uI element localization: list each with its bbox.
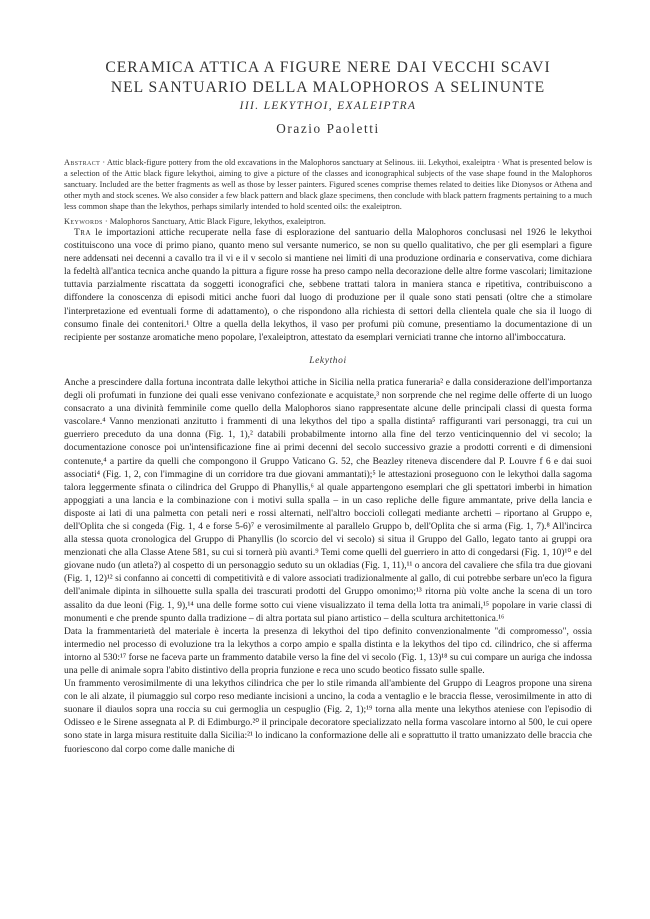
intro-lead: Tra [74, 228, 92, 238]
abstract-label: Abstract [64, 158, 101, 167]
section-heading: Lekythoi [309, 355, 347, 366]
article-page [64, 0, 592, 757]
article-subtitle: III. LEKYTHOI, EXALEIPTRA [239, 100, 417, 112]
title-line-1: CERAMICA ATTICA A FIGURE NERE DAI VECCHI SCAVI [105, 59, 551, 76]
keywords-text: · Malophoros Sanctuary, Attic Black Figure, lekythos, exaleiptron. [102, 217, 326, 226]
intro-paragraph [64, 227, 592, 345]
intro-text: le importazioni attiche recuperate nella fase di esplorazione del santuario della Malophoros conclusasi nel 1926 le lekythoi costituiscono una voce di primo piano, quanto meno sul versante numerico, se non su quello qualitativo, che per gli esemplari a figure nere addensati nei decenni a cavallo tra il vi e il v secolo si mantiene nei limiti di una produzione ordinaria e conservativa, come dichiara la fedeltà all'antica tecnica anche quando la pittura a figure rosse ha preso campo nella decorazione delle altre forme vascolari; limitazione tuttavia parzialmente riscattata da soggetti iconografici che, sebbene trattati talora in maniera stanca e ripetitiva, contribuiscono a diffondere la conoscenza di episodi mitici anche fuori dal luogo di produzione per il quale sono stati pensati (oltre che a stimolare l'interpretazione ed eventuali forme di adattamento), o che rispondono alla richiesta di settori della clientela quale che sia il luogo di consumo finale dei contenitori.¹ Oltre a quella della lekythos, il vaso per profumi più comune, presentiamo la documentazione di un recipiente per sostanze aromatiche meno popolare, l'exaleiptron, attestato da esemplari verniciati tranne che intorno all'imboccatura. [64, 228, 592, 343]
abstract [64, 157, 592, 212]
body-paragraph-2: Data la frammentarietà del materiale è incerta la presenza di lekythoi del tipo definito convenzionalmente "di compromesso", ossia intermedio nel processo di evoluzione tra la lekythos a corpo ampio e spalla distinta e la lekythos del tipo cd. cilindrico, che si afferma intorno al 530:¹⁷ forse ne faceva parte un frammento databile verso la fine del vi secolo (Fig. 1, 13)¹⁸ su cui compare un auriga che indossa una pelle di animale sopra l'abito distintivo della propria funzione e reca uno scudo beotico fissato sulle spalle. [64, 626, 592, 676]
body-paragraph-3: Un frammento verosimilmente di una lekythos cilindrica che per lo stile rimanda all'ambiente del Gruppo di Leagros propone una sirena con le ali alzate, il piumaggio sul corpo reso mediante incisioni a uncino, la coda a ventaglio e le braccia flesse, verosimilmente in atto di suonare il diaulos sopra una roccia su cui germoglia un cespuglio (Fig. 2, 1);¹⁹ torna alla mente una lekythos ateniese con l'episodio di Odisseo e le Sirene assegnata al P. di Edimburgo.²⁰ il principale decoratore specializzato nella forma vascolare intorno al 500, le cui opere sono state in larga misura restituite dalla Sicilia:²¹ lo indicano la conformazione delle ali e soprattutto il tratto umanizzato delle braccia che fuoriescono dal corpo come dalle maniche di [64, 679, 592, 755]
keywords [64, 216, 592, 227]
article-title [64, 58, 592, 98]
title-line-2: NEL SANTUARIO DELLA MALOPHOROS A SELINUNTE [110, 79, 546, 96]
keywords-label: Keywords [64, 217, 103, 226]
body-paragraph-1: Anche a prescindere dalla fortuna incontrata dalle lekythoi attiche in Sicilia nella pratica funeraria² e dalla considerazione dell'importanza degli oli profumati in funzione dei quali esse venivano confezionate e acquistate,³ non sorprende che nel regime delle offerte di un luogo consacrato a una divinità femminile come quello della Malophoros siano rappresentate alcune delle principali classi di questa forma vascolare.⁴ Vanno menzionati anzitutto i frammenti di una lekythos del tipo a spalla distinta⁵ raffiguranti vari personaggi, tra cui un guerriero preceduto da una donna (Fig. 1, 1),² databili probabilmente intorno alla fine del terzo venticinquennio del vi secolo; la documentazione conosce poi un'intensificazione fine ai primi decenni del secolo successivo grazie a prodotti correnti e di dimensioni contenute,⁴ a partire da quelli che compongono il Gruppo Vaticano G. 52, che Beazley riteneva discendere dal P. Louvre f 6 e dai suoi associati⁴ (Fig. 1, 2, con l'immagine di un corridore tra due giovani ammantati);⁵ le attestazioni proseguono con le lekythoi dalla sagoma talora leggermente sfinata o cilindrica del Gruppo di Phanyllis,⁶ al quale appartengono esemplari che gli spettatori imberbi in himation appoggiati a una lancia e la combinazione con i motivi sulla spalla – in un caso repliche delle figure ammantate, prive della lancia e disposte ai lati di una palmetta con petali neri e rossi alternati, nell'altro boccioli collegati mediante archetti – riportano al Gruppo e, dell'Oplita che si congeda (Fig. 1, 4 e forse 5-6)⁷ e verosimilmente al parallelo Gruppo b, dell'Oplita che si arma (Fig. 1, 7).⁸ All'incirca alla stessa quota cronologica del Gruppo di Phanyllis (lo scorcio del vi secolo) si situa il Gruppo del Gallo, legato tanto ai gruppi ora menzionati che alla Classe Atene 581, su cui si tornerà più avanti.⁹ Temi come quelli del guerriero in atto di congedarsi (Fig. 1, 10)¹⁰ e del giovane nudo (un atleta?) al cospetto di un personaggio seduto su un okladias (Fig. 1, 11),¹¹ o ancora del cavaliere che sfila tra due giovani (Fig. 1, 12)¹² si confanno ai concetti di competitività e di valore associati tradizionalmente al gallo, di cui potrebbe serbare un'eco la figura dell'animale dipinta in silhouette sulla spalla dei trascurati prodotti del Gruppo omonimo;¹³ ritorna più volte anche la scena di un toro assalito da due leoni (Fig. 1, 9),¹⁴ una delle forme sotto cui viene visualizzato il tema della lotta tra animali,¹⁵ popolare in varie classi di monumenti e che prende spunto dalla tradizione – di altra portata sul piano artistico – della scultura architettonica.¹⁶ [64, 377, 592, 624]
author-name: Orazio Paoletti [276, 121, 380, 136]
abstract-text: · Attic black-figure pottery from the old excavations in the Malophoros sanctuary at Selinous. iii. Lekythoi, exaleiptra · What is presented below is a selection of the Attic black figure lekythoi, aiming to give a picture of the classes and iconographical subjects of the vase shape found in the Malophoros sanctuary. Included are the better fragments as well as those by lesser painters. Figured scenes comprise themes related to deities like Dionysos or Athena and other myth and stock scenes. We also consider a few black pattern and black glaze specimens, then conclude with black pattern fragments pertaining to a much less common shape than the lekythos, perhaps similarly intended to hold scented oils: the exaleiptron. [64, 158, 592, 211]
article-body [64, 227, 592, 757]
